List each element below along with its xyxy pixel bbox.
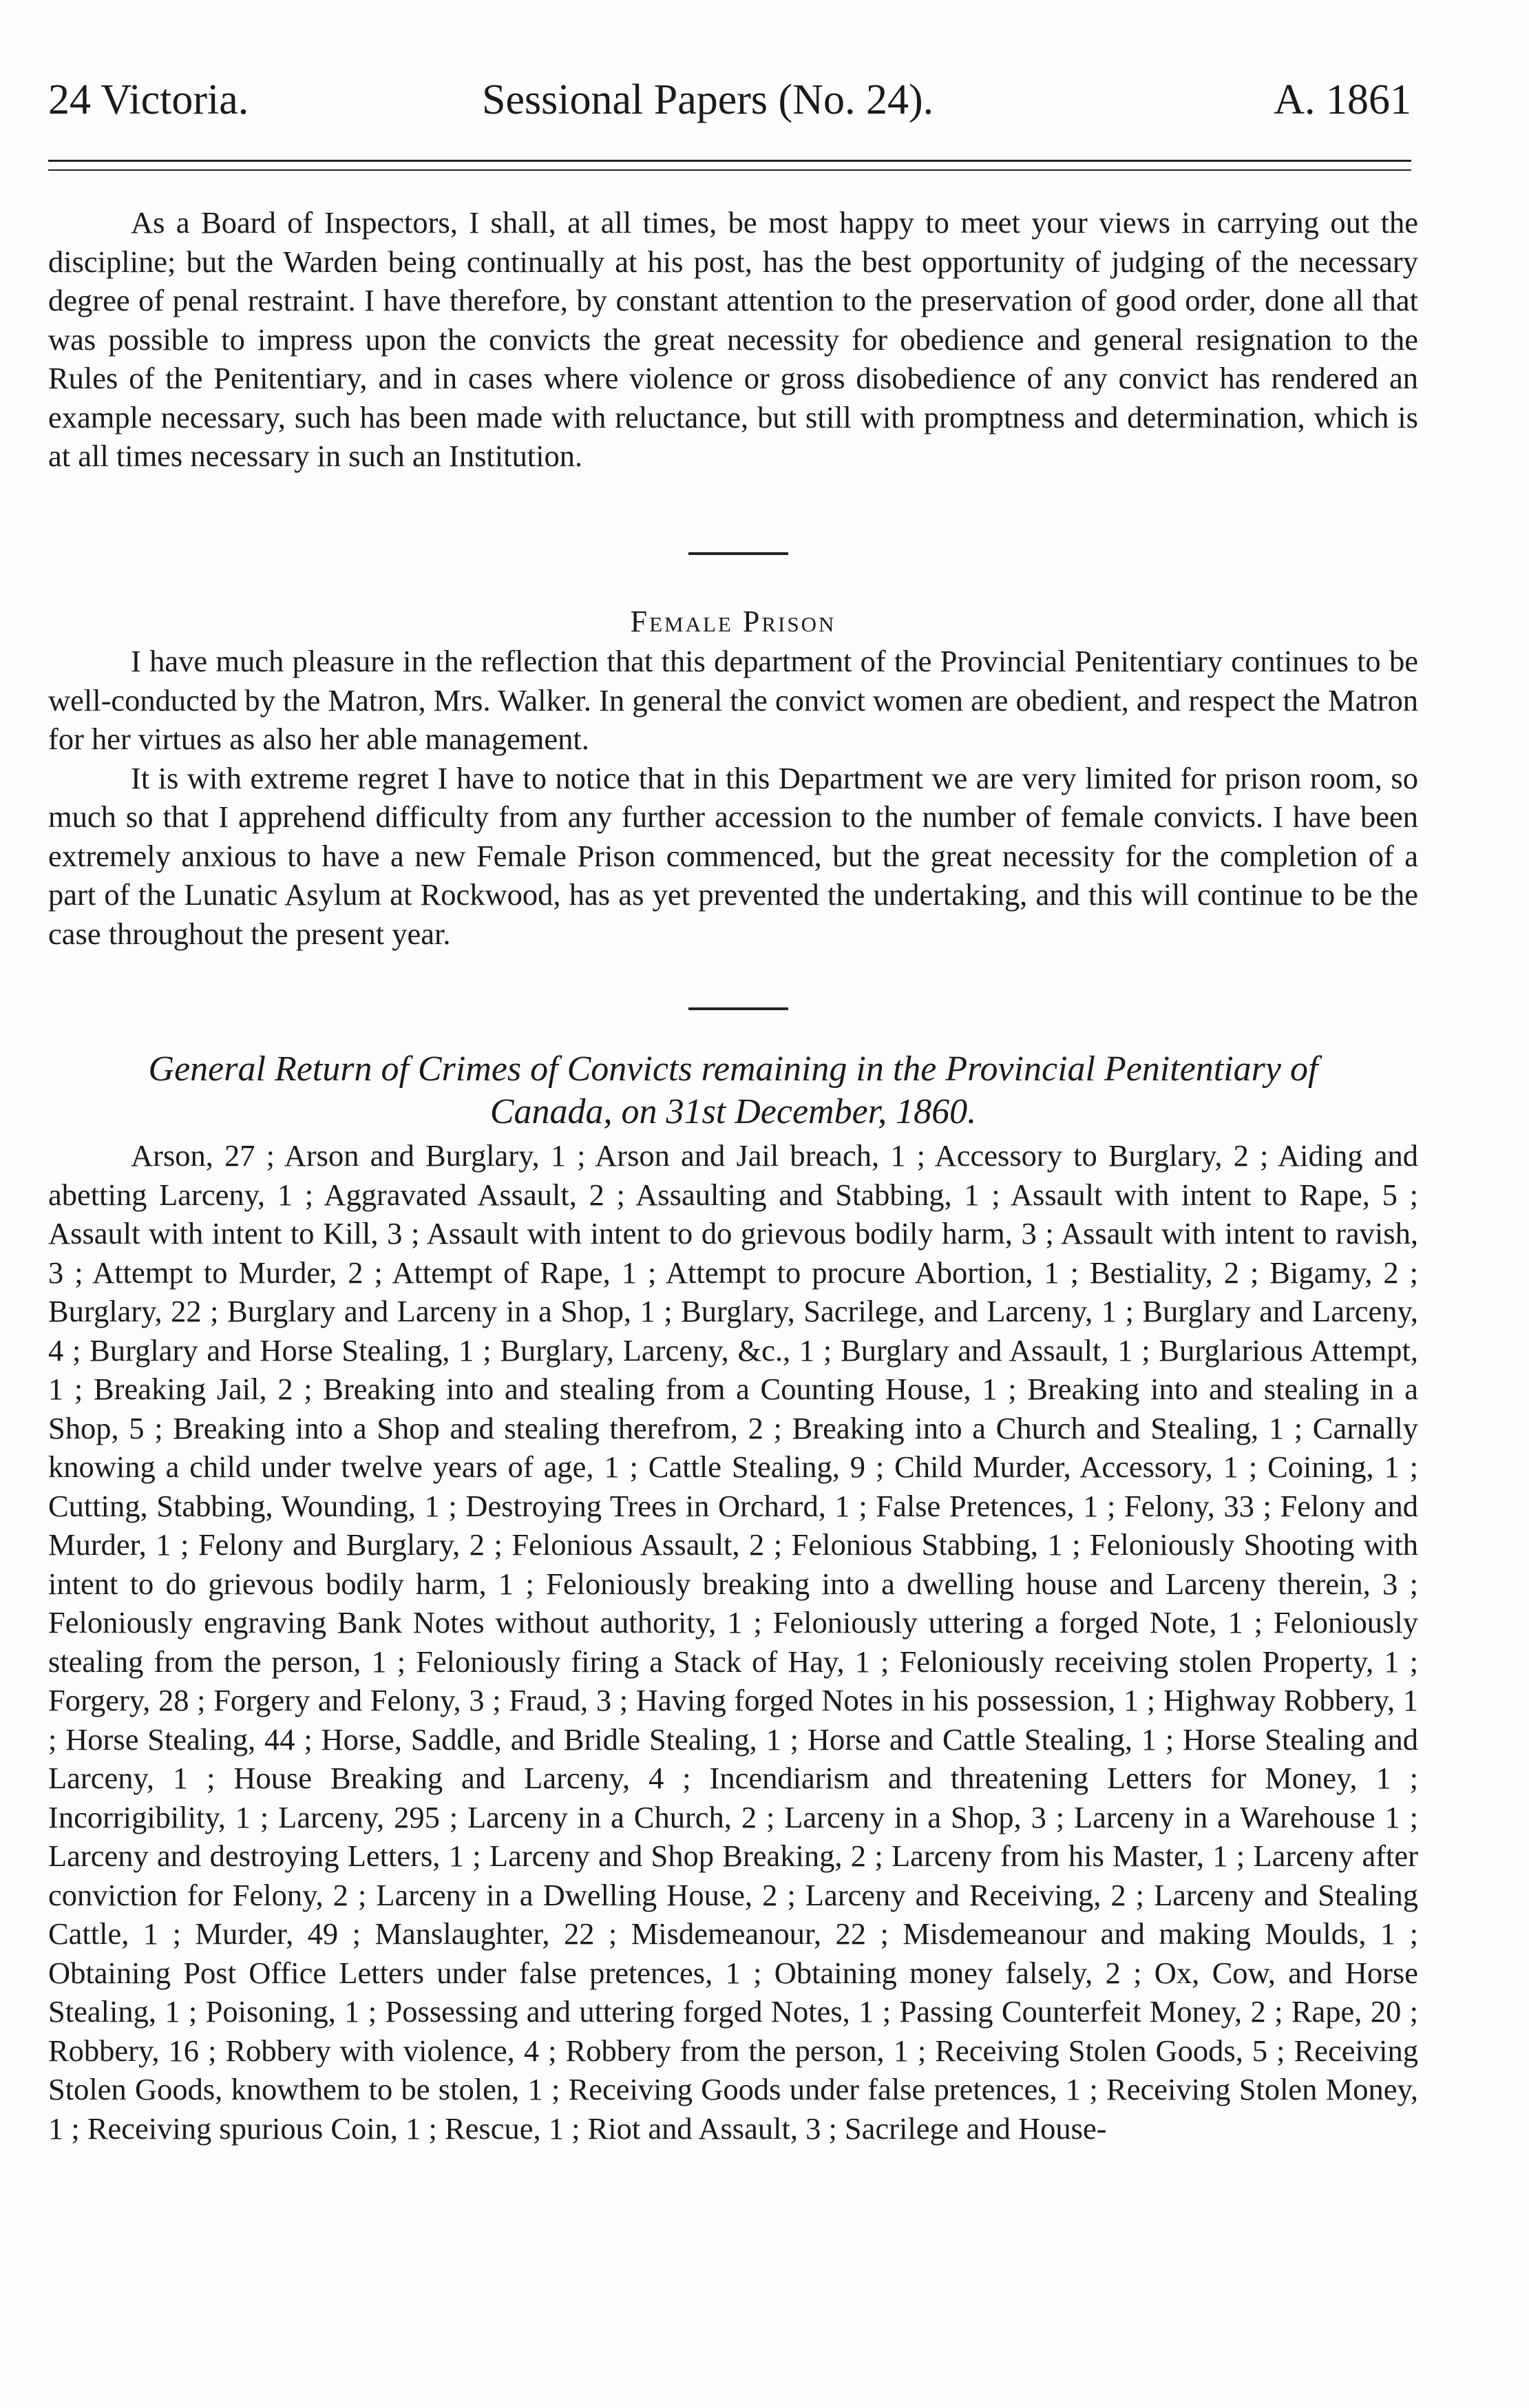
crimes-list-paragraph: Arson, 27 ; Arson and Burglary, 1 ; Arson and Jail breach, 1 ; Accessory to Burglary, 2 ; Aiding and abetting Larceny, 1 ; Aggravated Assault, 2 ; Assaulting and Stabbing, 1 ; Assault with intent to Rape, 5 ; Assault with intent to Kill, 3 ; Assault with intent to do grievous bodily harm, 3 ; Assault with intent to ravish, 3 ; Attempt to Murder, 2 ; Attempt of Rape, 1 ; Attempt to procure Abortion, 1 ; Bestiality, 2 ; Bigamy, 2 ; Burglary, 22 ; Burglary and Larceny in a Shop, 1 ; Burglary, Sacrilege, and Larceny, 1 ; Burglary and Larceny, 4 ; Burglary and Horse Stealing, 1 ; Burglary, Larceny, &c., 1 ; Burglary and Assault, 1 ; Burglarious Attempt, 1 ; Breaking Jail, 2 ; Breaking into and stealing from a Counting House, 1 ; Breaking into and stealing in a Shop, 5 ; Breaking into a Shop and stealing therefrom, 2 ; Breaking into a Church and Stealing, 1 ; Carnally knowing a child under twelve years of age, 1 ; Cattle Stealing, 9 ; Child Murder, Accessory, 1 ; Coining, 1 ; Cutting, Stabbing, Wounding, 1 ; Destroying Trees in Orchard, 1 ; False Pretences, 1 ; Felony, 33 ; Felony and Murder, 1 ; Felony and Burglary, 2 ; Felonious Assault, 2 ; Felonious Stabbing, 1 ; Feloniously Shooting with intent to do grievous bodily harm, 1 ; Feloniously breaking into a dwelling house and Larceny therein, 3 ; Feloniously engraving Bank Notes without authority, 1 ; Feloniously uttering a forged Note, 1 ; Feloniously stealing from the person, 1 ; Feloniously firing a Stack of Hay, 1 ; Feloniously receiving stolen Property, 1 ; Forgery, 28 ; Forgery and Felony, 3 ; Fraud, 3 ; Having forged Notes in his possession, 1 ; Highway Robbery, 1 ; Horse Stealing, 44 ; Horse, Saddle, and Bridle Stealing, 1 ; Horse and Cattle Stealing, 1 ; Horse Stealing and Larceny, 1 ; House Breaking and Larceny, 4 ; Incendiarism and threatening Letters for Money, 1 ; Incorrigibility, 1 ; Larceny, 295 ; Larceny in a Church, 2 ; Larceny in a Shop, 3 ; Larceny in a Warehouse 1 ; Larceny and destroying Letters, 1 ; Larceny and Shop Breaking, 2 ; Larceny from his Master, 1 ; Larceny after conviction for Felony, 2 ; Larceny in a Dwelling House, 2 ; Larceny and Receiving, 2 ; Larceny and Stealing Cattle, 1 ; Murder, 49 ; Manslaughter, 22 ; Misdemeanour, 22 ; Misdemeanour and making Moulds, 1 ; Obtaining Post Office Letters under false pretences, 1 ; Obtaining money falsely, 2 ; Ox, Cow, and Horse Stealing, 1 ; Poisoning, 1 ; Possessing and uttering forged Notes, 1 ; Passing Counterfeit Money, 2 ; Rape, 20 ; Robbery, 16 ; Robbery with violence, 4 ; Robbery from the person, 1 ; Receiving Stolen Goods, 5 ; Receiving Stolen Goods, knowthem to be stolen, 1 ; Receiving Goods under false pretences, 1 ; Receiving Stolen Money, 1 ; Receiving spurious Coin, 1 ; Rescue, 1 ; Riot and Assault, 3 ; Sacrilege and House- — [48, 1138, 1418, 2146]
intro-section — [48, 203, 1418, 476]
female-prison-paragraph-2: It is with extreme regret I have to notice that in this Department we are very limited for prison room, so much so that I apprehend difficulty from any further accession to the number of female convicts. I have been extremely anxious to have a new Female Prison commenced, but the great necessity for the completion of a part of the Lunatic Asylum at Rockwood, has as yet prevented the undertaking, and this will continue to be the case throughout the present year. — [48, 760, 1418, 951]
header-year: A. 1861 — [1274, 76, 1411, 123]
header-rule-bottom — [48, 169, 1411, 171]
header-rule-top — [48, 160, 1411, 162]
section-divider — [688, 1007, 788, 1010]
intro-paragraph: As a Board of Inspectors, I shall, at all times, be most happy to meet your views in carrying out the discipline; but the Warden being continually at his post, has the best opportunity of judging of the necessary degree of penal restraint. I have therefore, by constant attention to the preservation of good order, done all that was possible to impress upon the convicts the great necessity for obedience and general resignation to the Rules of the Penitentiary, and in cases where violence or gross disobedience of any convict has rendered an example necessary, such has been made with reluctance, but still with promptness and determination, which is at all times necessary in such an Institution. — [48, 205, 1418, 473]
header-volume: 24 Victoria. — [48, 76, 249, 123]
general-return-title-line-2: Canada, on 31st December, 1860. — [489, 1092, 977, 1131]
female-prison-heading: Female Prison — [630, 605, 836, 638]
general-return-title — [48, 1048, 1418, 1133]
female-prison-paragraph-1: I have much pleasure in the reflection that this department of the Provincial Penitentiary continues to be well-conducted by the Matron, Mrs. Walker. In general the convict women are obedient, and respect the Matron for her virtues as also her able management. — [48, 644, 1419, 756]
female-prison-section — [48, 642, 1418, 953]
general-return-title-line-1: General Return of Crimes of Convicts remaining in the Provincial Penitentiary of — [148, 1049, 1318, 1089]
crimes-list-section — [48, 1136, 1418, 2148]
page-header — [48, 69, 1411, 131]
header-title: Sessional Papers (No. 24). — [482, 76, 934, 123]
section-divider — [688, 552, 788, 555]
